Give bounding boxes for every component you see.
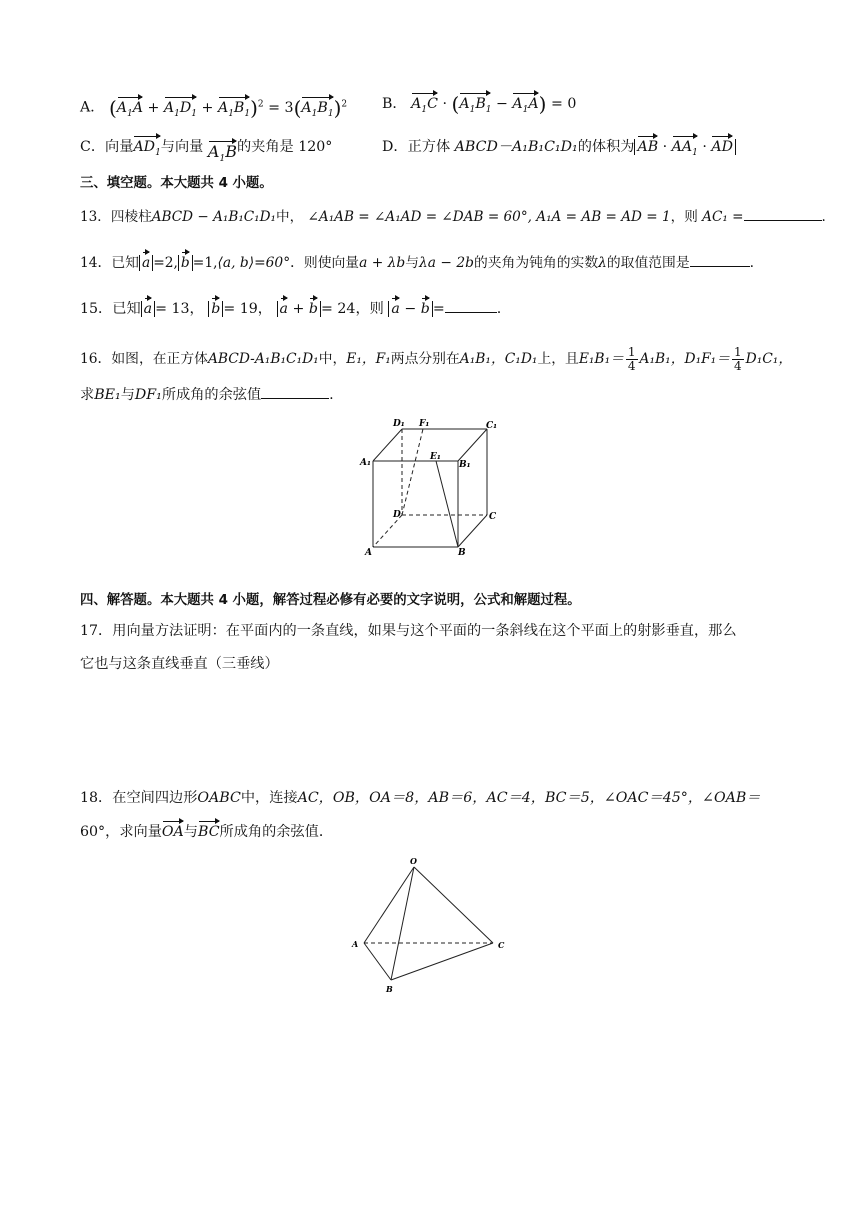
label-d1: D₁ xyxy=(393,419,405,429)
q16-text-4: 上，且 xyxy=(537,351,579,367)
question-18-line-2 xyxy=(80,822,800,842)
q13-body: ABCD − A₁B₁C₁D₁ xyxy=(151,209,276,225)
q16-text-6: 与 xyxy=(120,387,135,403)
label-b: B xyxy=(458,548,466,558)
q14-text-3: 与 xyxy=(405,255,420,271)
option-d-text-2: 的体积为 xyxy=(577,139,635,155)
q14-text-4: 的夹角为钝角的实数 xyxy=(473,255,599,271)
option-b-label: B． xyxy=(382,96,407,112)
q18-text-4: 与 xyxy=(183,824,198,840)
q15-cond-3: = 24， xyxy=(321,301,370,317)
option-c-text-1: 向量 xyxy=(105,139,134,155)
q16-points: E₁，F₁ xyxy=(346,351,391,367)
option-c-text-2: 与向量 xyxy=(160,139,204,155)
option-d: D．正方体 ABCD－A₁B₁C₁D₁的体积为 AB · $AA_1$ · AD xyxy=(382,137,800,163)
q17-text-1: 用向量方法证明：在平面内的一条直线，如果与这个平面的一条斜线在这个平面上的射影垂直，那么 xyxy=(112,623,737,639)
label-a: A xyxy=(352,939,359,949)
q18-text-5: 所成角的余弦值． xyxy=(219,824,334,840)
option-d-label: D． xyxy=(382,139,408,155)
q18-vector-bc: BC xyxy=(198,824,220,840)
q16-be1: BE₁ xyxy=(94,387,121,403)
q18-quad: OABC xyxy=(197,790,241,806)
question-17-line-1 xyxy=(80,621,800,641)
q18-text-3: 60°，求向量 xyxy=(80,824,162,840)
option-a-expression: $(A_1A + A_1D_1 + A_1B_1)^2 = 3(A_1B_1)^2$ xyxy=(109,100,347,116)
q15-number: 15． xyxy=(80,301,113,317)
q16-text-2: 中， xyxy=(318,351,347,367)
q14-text-1: 已知 xyxy=(111,255,139,271)
q16-eq-2b: D₁C₁， xyxy=(745,351,793,367)
q18-text-2: 中，连接 xyxy=(240,790,298,806)
q13-number: 13． xyxy=(80,209,111,225)
q18-vector-oa: OA xyxy=(161,824,184,840)
q14-angle: ⟨a, b⟩=60° xyxy=(217,255,291,271)
q15-cond-1: = 13， xyxy=(155,301,204,317)
label-d: D xyxy=(393,510,401,520)
option-d-text-1: 正方体 xyxy=(407,139,451,155)
q16-eq-1b: A₁B₁， xyxy=(639,351,685,367)
q18-conditions: AC，OB，OA＝8，AB＝6，AC＝4，BC＝5，∠OAC＝45°，∠OAB＝ xyxy=(297,790,761,806)
q16-segments: A₁B₁，C₁D₁ xyxy=(459,351,538,367)
label-b: B xyxy=(386,984,393,994)
section-3-heading: 三、填空题。本大题共 4 小题。 xyxy=(80,176,273,191)
question-13: 13．四棱柱ABCD − A₁B₁C₁D₁中， ∠A₁AB = ∠A₁AD = ∠DAB = 60°, A₁A = AB = AD = 1，则 AC₁ = . xyxy=(80,206,800,227)
q13-answer-blank[interactable] xyxy=(744,206,822,221)
q15-cond-2: = 19， xyxy=(223,301,272,317)
cube-figure xyxy=(355,415,505,560)
q16-text-3: 两点分别在 xyxy=(390,351,460,367)
option-b-expression: $A_1C \cdot (A_1B_1 - A_1A) = 0$ xyxy=(411,96,576,112)
option-c-text-3: 的夹角是 120° xyxy=(236,139,333,155)
q16-fraction-2: $\frac{1}{4}$ xyxy=(734,345,742,373)
label-a1: A₁ xyxy=(360,458,371,468)
q17-number: 17． xyxy=(80,623,113,639)
q15-text-1: 已知 xyxy=(112,301,141,317)
q16-text-1: 如图，在正方体 xyxy=(111,351,208,367)
q16-cube: ABCD-A₁B₁C₁D₁ xyxy=(207,351,319,367)
q15-text-2: 则 xyxy=(369,301,384,317)
label-c1: C₁ xyxy=(486,421,498,431)
label-f1: F₁ xyxy=(419,419,430,429)
question-17-line-2: 它也与这条直线垂直（三垂线） xyxy=(80,656,279,672)
q14-answer-blank[interactable] xyxy=(690,252,750,267)
q15-answer-blank[interactable] xyxy=(445,298,497,313)
option-c-label: C． xyxy=(80,139,106,155)
tetrahedron-figure xyxy=(348,855,518,1000)
q14-expression-2: λa − 2b xyxy=(419,255,474,271)
question-14: 14．已知 a =2, b =1,⟨a, b⟩=60°．则使向量a + λb与λa − 2b的夹角为钝角的实数λ的取值范围是 . xyxy=(80,252,800,273)
q14-expression-1: a + λb xyxy=(359,255,406,271)
q14-cond-2: =1, xyxy=(192,255,218,271)
question-16-line-2: 求BE₁与DF₁所成角的余弦值 . xyxy=(80,384,800,405)
option-b xyxy=(382,94,800,120)
option-a-label: A． xyxy=(80,99,105,116)
q16-eq-1: E₁B₁＝ xyxy=(578,351,624,367)
section-4-heading: 四、解答题。本大题共 4 小题，解答过程必修有必要的文字说明，公式和解题过程。 xyxy=(80,593,581,608)
label-a: A xyxy=(365,548,372,558)
question-15: 15．已知 a = 13， b = 19， a + b = 24，则 a − b = . xyxy=(80,298,800,319)
q13-condition: ∠A₁AB = ∠A₁AD = ∠DAB = 60°, A₁A = AB = AD = 1 xyxy=(307,209,671,225)
q16-fraction-1: $\frac{1}{4}$ xyxy=(627,345,636,373)
q13-text-1: 四棱柱 xyxy=(110,209,152,225)
q18-text-1: 在空间四边形 xyxy=(112,790,198,806)
q14-lambda: λ xyxy=(598,255,607,271)
q15-cond-4: = xyxy=(432,301,445,317)
label-o: O xyxy=(410,856,417,866)
q16-text-7: 所成角的余弦值 xyxy=(161,387,262,403)
q13-text-2: 中， xyxy=(275,209,304,225)
question-16-line-1 xyxy=(80,346,800,373)
q14-number: 14． xyxy=(80,255,112,271)
q13-ask: AC₁ = xyxy=(702,209,744,225)
option-d-cube: ABCD－A₁B₁C₁D₁ xyxy=(454,139,578,155)
q14-text-5: 的取值范围是 xyxy=(606,255,690,271)
label-e1: E₁ xyxy=(430,452,441,462)
q16-number: 16． xyxy=(80,351,112,367)
option-c: C．向量$AD_1$与向量 $A_1B$的夹角是 120° xyxy=(80,137,800,169)
q13-text-3: ，则 xyxy=(670,209,698,225)
question-18-line-1 xyxy=(80,788,800,808)
q14-cond-1: =2, xyxy=(153,255,178,271)
q16-eq-2: D₁F₁＝ xyxy=(684,351,731,367)
label-c: C xyxy=(489,512,497,522)
q16-df1: DF₁ xyxy=(134,387,162,403)
label-b1: B₁ xyxy=(459,460,471,470)
q16-text-5: 求 xyxy=(80,387,95,403)
q14-text-2: ．则使向量 xyxy=(290,255,360,271)
q18-number: 18． xyxy=(80,790,113,806)
label-c: C xyxy=(498,940,505,950)
q16-answer-blank[interactable] xyxy=(261,384,329,399)
